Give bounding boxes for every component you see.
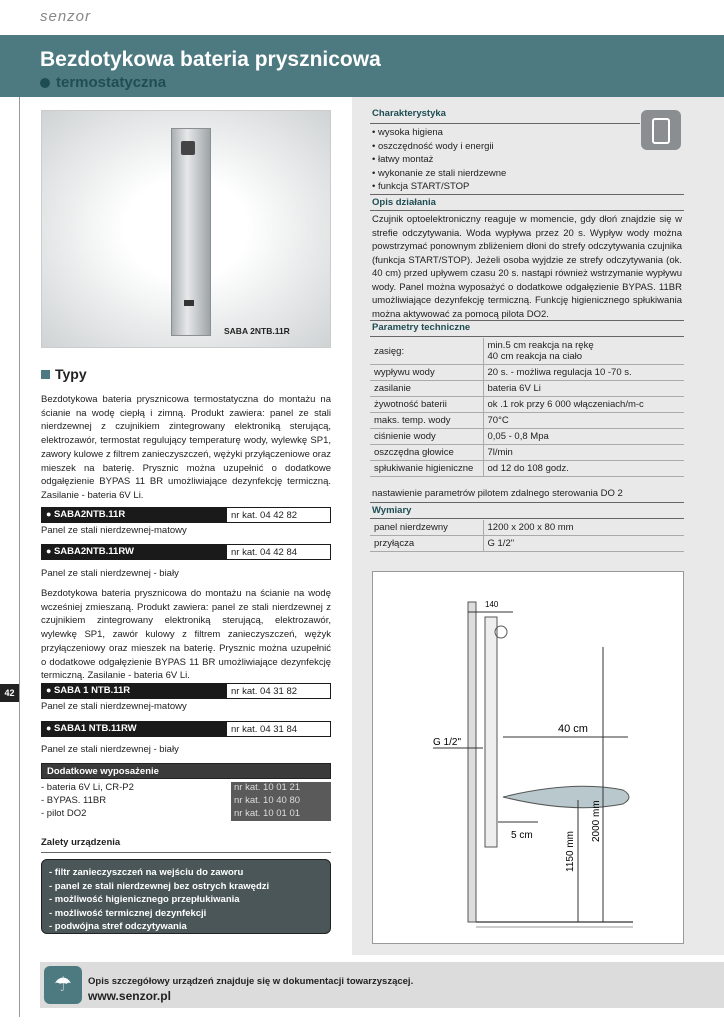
product-description: Panel ze stali nierdzewnej - biały bbox=[41, 744, 179, 755]
param-value: 0,05 - 0,8 Mpa bbox=[483, 429, 684, 445]
page-subtitle bbox=[40, 74, 166, 91]
technical-note: nastawienie parametrów pilotem zdalnego sterowania DO 2 bbox=[372, 488, 623, 499]
advantage-item: - podwójna stref odczytywania bbox=[49, 921, 187, 932]
table-row bbox=[370, 536, 684, 552]
detection-zone-shape bbox=[503, 786, 629, 807]
param-value: od 12 do 108 godz. bbox=[483, 461, 684, 477]
operation-heading: Opis działania bbox=[372, 197, 436, 208]
param-value: 20 s. - możliwa regulacja 10 -70 s. bbox=[483, 365, 684, 381]
param-name: żywotność baterii bbox=[370, 397, 483, 413]
divider bbox=[370, 502, 684, 503]
panel-shape bbox=[485, 617, 497, 847]
subtitle-text: termostatyczna bbox=[56, 74, 167, 91]
advantages-box bbox=[41, 859, 331, 934]
divider bbox=[370, 194, 684, 195]
product-catalog-number: nr kat. 04 42 84 bbox=[227, 544, 331, 560]
operation-text: Czujnik optoelektroniczny reaguje w momencie, gdy dłoń znajdzie się w strefie odczytywania. Woda wypływa przez 20 s. Wypływ wody można powstrzymać ponownym zbliżeniem dłoni do strefy odczytywania czujnika (funkcja START/STOP). Jeżeli osoba wyjdzie ze strefy odczytywania (ok. 40 cm) przed upływem czasu 20 s. nastąpi również wstrzymanie wypływu wody. Panel można wyposażyć o dodatkowe odgałęzienie BYPAS. 11BR umożliwiające dezynfekcję termiczną. Funkcję higienicznego spłukiwania można aktywować za pomocą pilota DO2. bbox=[372, 214, 682, 320]
param-name: zasięg: bbox=[370, 338, 483, 365]
dim-2000-label: 2000 mm bbox=[591, 800, 602, 842]
characteristic-item: • oszczędność wody i energii bbox=[372, 140, 494, 152]
characteristic-item: • funkcja START/STOP bbox=[372, 181, 470, 192]
advantage-item: - filtr zanieczyszczeń na wejściu do zaworu bbox=[49, 867, 244, 878]
characteristic-item: • łatwy montaż bbox=[372, 154, 434, 165]
param-name: wypływu wody bbox=[370, 365, 483, 381]
table-row bbox=[370, 338, 684, 365]
characteristics-list bbox=[372, 126, 506, 194]
dim-140-label: 140 bbox=[485, 600, 499, 609]
product-row bbox=[41, 721, 331, 737]
product-row bbox=[41, 683, 331, 699]
product-catalog-number: nr kat. 04 31 84 bbox=[227, 721, 331, 737]
divider bbox=[370, 320, 684, 321]
bullet-icon bbox=[40, 78, 50, 88]
param-name: ciśnienie wody bbox=[370, 429, 483, 445]
characteristic-item: • wysoka higiena bbox=[372, 127, 443, 138]
table-row bbox=[370, 413, 684, 429]
table-row bbox=[370, 429, 684, 445]
accessory-name: - pilot DO2 bbox=[41, 808, 87, 819]
table-row bbox=[370, 520, 684, 536]
divider bbox=[370, 518, 684, 519]
table-row bbox=[370, 397, 684, 413]
footer-website-link[interactable]: www.senzor.pl bbox=[88, 989, 171, 1003]
page-number: 42 bbox=[0, 684, 19, 702]
dim-g-label: G 1/2" bbox=[433, 737, 462, 748]
param-value: ok .1 rok przy 6 000 włączeniach/m-c bbox=[483, 397, 684, 413]
margin-line bbox=[19, 97, 20, 1017]
param-value: bateria 6V Li bbox=[483, 381, 684, 397]
advantage-item: - panel ze stali nierdzewnej bez ostrych krawędzi bbox=[49, 880, 270, 892]
characteristics-heading: Charakterystyka bbox=[372, 108, 446, 119]
param-value: 70°C bbox=[483, 413, 684, 429]
technical-table bbox=[370, 338, 684, 477]
page-title: Bezdotykowa bateria prysznicowa bbox=[40, 48, 381, 71]
remote-sensor-icon bbox=[641, 110, 681, 150]
accessory-catalog-number: nr kat. 10 01 21 bbox=[231, 782, 331, 795]
product-row bbox=[41, 544, 331, 560]
param-name: spłukiwanie higieniczne bbox=[370, 461, 483, 477]
dimension-name: panel nierdzewny bbox=[370, 520, 483, 536]
product-name: ● SABA2NTB.11RW bbox=[46, 546, 134, 557]
shower-icon: ☂ bbox=[44, 966, 82, 1004]
table-row bbox=[370, 461, 684, 477]
dimension-value: G 1/2" bbox=[483, 536, 684, 552]
accessory-name: - bateria 6V Li, CR-P2 bbox=[41, 782, 134, 793]
dimension-name: przyłącza bbox=[370, 536, 483, 552]
technical-drawing bbox=[372, 571, 684, 944]
accessory-row bbox=[41, 795, 331, 808]
product-description: Panel ze stali nierdzewnej-matowy bbox=[41, 701, 187, 712]
types-heading bbox=[41, 366, 87, 382]
accessory-name: - BYPAS. 11BR bbox=[41, 795, 107, 806]
product-catalog-number: nr kat. 04 42 82 bbox=[227, 507, 331, 523]
product-row bbox=[41, 507, 331, 523]
photo-label: SABA 2NTB.11R bbox=[224, 326, 290, 336]
param-value bbox=[483, 338, 684, 365]
product-catalog-number: nr kat. 04 31 82 bbox=[227, 683, 331, 699]
param-name: oszczędna głowice bbox=[370, 445, 483, 461]
dim-40cm-label: 40 cm bbox=[558, 723, 588, 735]
param-value: 7l/min bbox=[483, 445, 684, 461]
characteristic-item: • wykonanie ze stali nierdzewne bbox=[372, 167, 507, 179]
brand-logo: senzor bbox=[40, 8, 92, 25]
table-row bbox=[370, 381, 684, 397]
dimensions-heading: Wymiary bbox=[372, 505, 412, 516]
footer-note: Opis szczegółowy urządzeń znajduje się w dokumentacji towarzyszącej. bbox=[88, 976, 414, 987]
dimension-value: 1200 x 200 x 80 mm bbox=[483, 520, 684, 536]
dim-5cm-label: 5 cm bbox=[511, 830, 533, 841]
divider bbox=[370, 123, 640, 124]
param-name: maks. temp. wody bbox=[370, 413, 483, 429]
outlet-icon bbox=[184, 300, 194, 306]
param-value-line: min.5 cm reakcja na rękę bbox=[487, 340, 594, 351]
sensor-icon bbox=[181, 141, 195, 155]
advantage-item: - możliwość higienicznego przepłukiwania bbox=[49, 894, 240, 905]
advantages-heading: Zalety urządzenia bbox=[41, 837, 121, 848]
accessory-row bbox=[41, 808, 331, 821]
accessory-row bbox=[41, 782, 331, 795]
wall-shape bbox=[468, 602, 476, 922]
types-heading-text: Typy bbox=[55, 366, 87, 382]
advantage-item: - możliwość termicznej dezynfekcji bbox=[49, 907, 207, 919]
accessory-catalog-number: nr kat. 10 40 80 bbox=[231, 795, 331, 808]
technical-heading: Parametry techniczne bbox=[372, 322, 471, 333]
divider bbox=[370, 210, 684, 211]
divider bbox=[370, 336, 684, 337]
accessories-heading: Dodatkowe wyposażenie bbox=[41, 763, 331, 779]
param-value-line: 40 cm reakcja na ciało bbox=[487, 351, 583, 362]
table-row bbox=[370, 445, 684, 461]
dim-1150-label: 1150 mm bbox=[565, 831, 576, 872]
product-name: ● SABA2NTB.11R bbox=[46, 509, 125, 520]
square-bullet-icon bbox=[41, 370, 50, 379]
table-row bbox=[370, 365, 684, 381]
product-description: Panel ze stali nierdzewnej - biały bbox=[41, 568, 179, 579]
types-paragraph-1: Bezdotykowa bateria prysznicowa termostatyczna do montażu na ścianie na wodę ciepłą i zimną. Produkt zawiera: panel ze stali nierdzewnej z czujnikiem zintegrowany elektroniką sterującą, elektrozawór, termostat regulujący temperaturę wody, wylewkę SP1, zawory kulowe z filtrem zanieczyszczeń, wężyki przyłączeniowe oraz mieszek na baterię. Prysznic można uzupełnić o dodatkowe odgałęzienie BYPAS 11 BR umożliwiające dezynfekcję termiczną. Zasilanie - bateria 6V Li. bbox=[41, 394, 331, 501]
param-name: zasilanie bbox=[370, 381, 483, 397]
divider bbox=[41, 852, 331, 853]
types-paragraph-2: Bezdotykowa bateria prysznicowa do montażu na ścianie na wodę wcześniej zmieszaną. Produkt zawiera: panel ze stali nierdzewnej z czujnikiem zintegrowany elektroniką sterującą, elektrozawór, wylewkę SP1, zawór kulowy z filtrem zanieczyszczeń, wężyk przyłączeniowy oraz mieszek na baterię. Prysznic można uzupełnić o dodatkowe odgałęzienie BYPAS 11 BR umożliwiające dezynfekcję termiczną. Zasilanie - bateria 6V Li. bbox=[41, 588, 331, 682]
product-name: ● SABA 1 NTB.11R bbox=[46, 685, 130, 696]
product-name: ● SABA1 NTB.11RW bbox=[46, 723, 137, 734]
drawing-svg bbox=[373, 572, 685, 945]
product-description: Panel ze stali nierdzewnej-matowy bbox=[41, 525, 187, 536]
dimensions-table bbox=[370, 520, 684, 552]
accessory-catalog-number: nr kat. 10 01 01 bbox=[231, 808, 331, 821]
